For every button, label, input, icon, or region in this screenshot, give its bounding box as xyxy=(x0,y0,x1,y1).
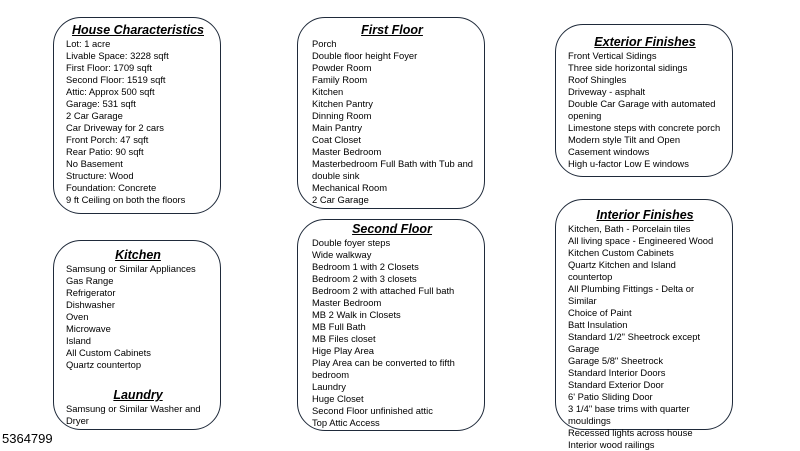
list-item: Roof Shingles xyxy=(568,74,627,85)
first-floor-card xyxy=(297,17,485,209)
list-item: Three side horizontal sidings xyxy=(568,62,688,73)
interior-finishes-list xyxy=(568,223,722,451)
list-item: Double floor height Foyer xyxy=(312,50,418,61)
list-item: Refrigerator xyxy=(66,287,116,298)
list-item: Structure: Wood xyxy=(66,170,134,181)
list-item: Double Car Garage with automated opening xyxy=(568,98,716,121)
list-item: Bedroom 2 with attached Full bath xyxy=(312,285,455,296)
second-floor-card xyxy=(297,219,485,431)
laundry-title: Laundry xyxy=(113,388,163,402)
list-item: MB Files closet xyxy=(312,333,376,344)
list-item: First Floor: 1709 sqft xyxy=(66,62,152,73)
list-item: Dinning Room xyxy=(312,110,372,121)
interior-finishes-title: Interior Finishes xyxy=(596,208,694,222)
list-item: All Custom Cabinets xyxy=(66,347,151,358)
list-item: Powder Room xyxy=(312,62,372,73)
kitchen-list xyxy=(66,263,210,371)
list-item: Samsung or Similar Appliances xyxy=(66,263,196,274)
list-item: Interior wood railings xyxy=(568,439,655,450)
laundry-list xyxy=(66,403,210,427)
list-item: Quartz countertop xyxy=(66,359,142,370)
list-item: Main Pantry xyxy=(312,122,363,133)
list-item: Microwave xyxy=(66,323,111,334)
list-item: Front Porch: 47 sqft xyxy=(66,134,149,145)
list-item: Masterbedroom Full Bath with Tub and double sink xyxy=(312,158,474,181)
exterior-finishes-title: Exterior Finishes xyxy=(594,35,696,49)
list-item: 3 1/4" base trims with quarter mouldings xyxy=(568,403,690,426)
list-item: Coat Closet xyxy=(312,134,361,145)
list-item: Standard Exterior Door xyxy=(568,379,664,390)
list-item: 2 Car Garage xyxy=(66,110,123,121)
list-item: 2 Car Garage xyxy=(312,194,369,205)
list-item: Master Bedroom xyxy=(312,146,382,157)
list-item: Rear Patio: 90 sqft xyxy=(66,146,144,157)
list-item: Second Floor: 1519 sqft xyxy=(66,74,166,85)
house-characteristics-title: House Characteristics xyxy=(71,23,204,37)
list-item: Double foyer steps xyxy=(312,237,391,248)
list-item: Choice of Paint xyxy=(568,307,632,318)
listing-id: 5364799 xyxy=(2,431,53,446)
list-item: MB 2 Walk in Closets xyxy=(312,309,401,320)
list-item: Standard 1/2" Sheetrock except Garage xyxy=(568,331,701,354)
list-item: Kitchen, Bath - Porcelain tiles xyxy=(568,223,691,234)
list-item: All living space - Engineered Wood xyxy=(568,235,714,246)
list-item: Porch xyxy=(312,38,337,49)
list-item: Gas Range xyxy=(66,275,114,286)
house-characteristics-card xyxy=(53,17,221,214)
list-item: Mechanical Room xyxy=(312,182,388,193)
list-item: Bedroom 2 with 3 closets xyxy=(312,273,417,284)
list-item: Kitchen xyxy=(312,86,344,97)
list-item: Driveway - asphalt xyxy=(568,86,646,97)
list-item: Batt Insulation xyxy=(568,319,628,330)
list-item: Dishwasher xyxy=(66,299,115,310)
list-item: Garage: 531 sqft xyxy=(66,98,136,109)
list-item: Master Bedroom xyxy=(312,297,382,308)
list-item: 9 ft Ceiling on both the floors xyxy=(66,194,186,205)
list-item: Family Room xyxy=(312,74,368,85)
list-item: All Plumbing Fittings - Delta or Similar xyxy=(568,283,695,306)
list-item: High u-factor Low E windows xyxy=(568,158,689,169)
list-item: Foundation: Concrete xyxy=(66,182,157,193)
list-item: Island xyxy=(66,335,92,346)
list-item: Huge Closet xyxy=(312,393,364,404)
list-item: Limestone steps with concrete porch xyxy=(568,122,721,133)
kitchen-laundry-card xyxy=(53,240,221,430)
list-item: Car Driveway for 2 cars xyxy=(66,122,164,133)
list-item: Modern style Tilt and Open Casement windows xyxy=(568,134,681,157)
first-floor-list xyxy=(310,38,474,206)
list-item: Bedroom 1 with 2 Closets xyxy=(312,261,419,272)
list-item: Wide walkway xyxy=(312,249,372,260)
list-item: Garage 5/8" Sheetrock xyxy=(568,355,664,366)
list-item: Recessed lights across house xyxy=(568,427,693,438)
kitchen-title: Kitchen xyxy=(115,248,161,262)
list-item: Samsung or Similar Washer and Dryer xyxy=(66,403,201,426)
list-item: 6' Patio Sliding Door xyxy=(568,391,653,402)
second-floor-title: Second Floor xyxy=(352,222,432,236)
second-floor-list xyxy=(310,237,474,429)
list-item: Top Attic Access xyxy=(312,417,380,428)
list-item: Oven xyxy=(66,311,89,322)
list-item: Hige Play Area xyxy=(312,345,375,356)
list-item: Laundry xyxy=(312,381,346,392)
list-item: Attic: Approx 500 sqft xyxy=(66,86,155,97)
list-item: Kitchen Custom Cabinets xyxy=(568,247,674,258)
list-item: MB Full Bath xyxy=(312,321,366,332)
list-item: No Basement xyxy=(66,158,123,169)
list-item: Second Floor unfinished attic xyxy=(312,405,433,416)
exterior-finishes-card xyxy=(555,24,733,177)
house-characteristics-list xyxy=(66,38,210,206)
first-floor-title: First Floor xyxy=(361,23,423,37)
list-item: Lot: 1 acre xyxy=(66,38,111,49)
list-item: Livable Space: 3228 sqft xyxy=(66,50,169,61)
list-item: Play Area can be converted to fifth bedroom xyxy=(312,357,455,380)
exterior-finishes-list xyxy=(568,50,722,170)
list-item: Standard Interior Doors xyxy=(568,367,666,378)
list-item: Quartz Kitchen and Island countertop xyxy=(568,259,676,282)
interior-finishes-card xyxy=(555,199,733,450)
list-item: Front Vertical Sidings xyxy=(568,50,657,61)
list-item: Kitchen Pantry xyxy=(312,98,373,109)
